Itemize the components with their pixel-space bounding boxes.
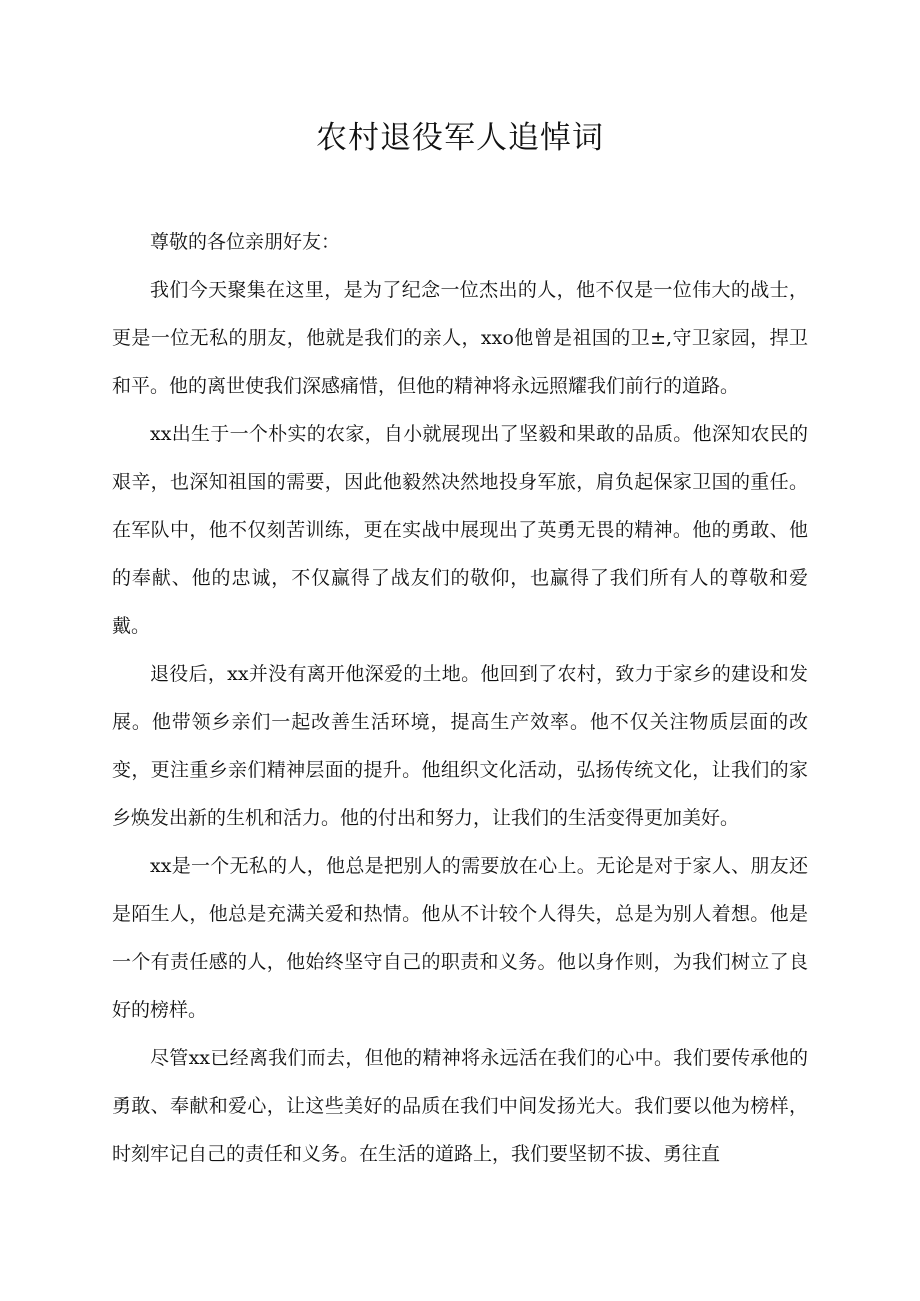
paragraph-3: 退役后，xx并没有离开他深爱的土地。他回到了农村，致力于家乡的建设和发展。他带领乡亲们一起改善生活环境，提高生产效率。他不仅关注物质层面的改变，更注重乡亲们精神层面的提升。他组织文化活动，弘扬传统文化，让我们的家乡焕发出新的生机和活力。他的付出和努力，让我们的生活变得更加美好。 [112,663,808,829]
document-title: 农村退役军人追悼词 [316,120,604,156]
salutation: 尊敬的各位亲朋好友： [150,231,341,253]
document-body [112,218,808,1178]
paragraph-2: xx出生于一个朴实的农家，自小就展现出了坚毅和果敢的品质。他深知农民的艰辛，也深知祖国的需要，因此他毅然决然地投身军旅，肩负起保家卫国的重任。在军队中，他不仅刻苦训练，更在实战中展现出了英勇无畏的精神。他的勇敢、他的奉献、他的忠诚，不仅赢得了战友们的敬仰，也赢得了我们所有人的尊敬和爱戴。 [112,423,808,637]
paragraph-1: 我们今天聚集在这里，是为了纪念一位杰出的人，他不仅是一位伟大的战士，更是一位无私的朋友，他就是我们的亲人，xxo他曾是祖国的卫±,守卫家园，捍卫和平。他的离世使我们深感痛惜，但他的精神将永远照耀我们前行的道路。 [112,279,808,397]
paragraph-5: 尽管xx已经离我们而去，但他的精神将永远活在我们的心中。我们要传承他的勇敢、奉献和爱心，让这些美好的品质在我们中间发扬光大。我们要以他为榜样，时刻牢记自己的责任和义务。在生活的道路上，我们要坚韧不拔、勇往直 [112,1047,808,1165]
paragraph-4: xx是一个无私的人，他总是把别人的需要放在心上。无论是对于家人、朋友还是陌生人，他总是充满关爱和热情。他从不计较个人得失，总是为别人着想。他是一个有责任感的人，他始终坚守自己的职责和义务。他以身作则，为我们树立了良好的榜样。 [112,855,808,1021]
